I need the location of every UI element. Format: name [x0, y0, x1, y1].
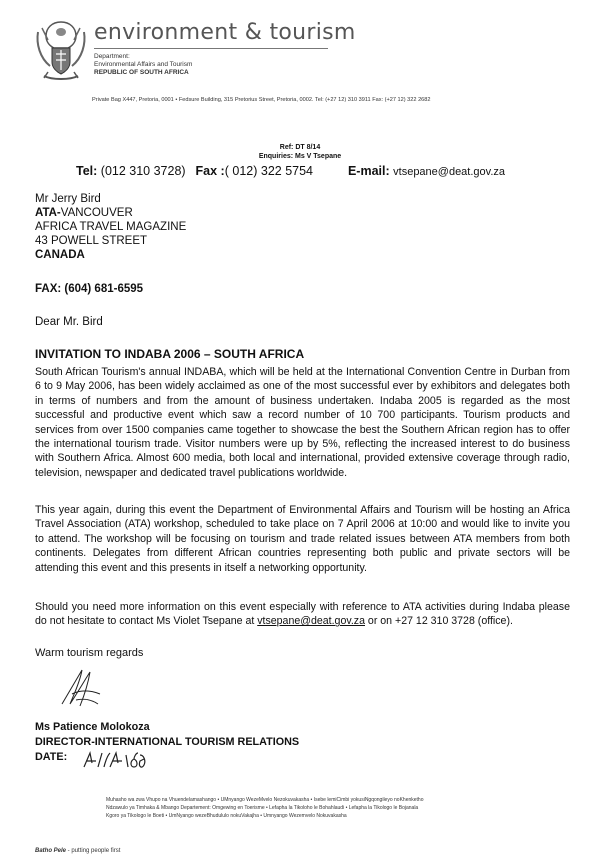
contact-line [76, 164, 505, 178]
recipient-street: 43 POWELL STREET [35, 235, 148, 247]
recipient-fax: FAX: (604) 681-6595 [35, 283, 144, 295]
body-paragraph-1: South African Tourism's annual INDABA, which will be held at the International Convention Centre in Durban from 6 to 9 May 2006, has been widely acclaimed as one of the most successful ever by exhibitors and delegates both in terms of numbers and from the amount of business undertaken. Indaba 2005 is regarded as the most successful and productive event which saw a record number of 10 700 participants. Tourism products and services from over 1500 companies came together to showcase the best the Southern African region has to offer the international tourism trade. Visitor numbers were up by 5%, reflecting the increased interest to do business with Southern Africa. Almost 600 media, both local and international, provided extensive coverage through radio, television, newspaper and dedicated travel publications worldwide. [35, 366, 570, 479]
recipient-magazine: AFRICA TRAVEL MAGAZINE [35, 221, 187, 233]
fax-label: Fax : [195, 164, 225, 178]
footer-motto: Batho Pele - putting people first [35, 848, 121, 854]
body-paragraph-3: Should you need more information on this event especially with reference to ATA activities during Indaba please do not hesitate to contact Ms Violet Tsepane at vtsepane@deat.gov.za or on +27 12 310 3728 (office). [35, 601, 570, 628]
coat-of-arms-icon [32, 18, 90, 84]
closing-remark: Warm tourism regards [35, 647, 144, 659]
letterhead-address: Private Bag X447, Pretoria, 0001 • Fedsure Building, 315 Pretorius Street, Pretoria, 0002. Tel: (+27 12) 310 3911 Fax: (+27 12) 322 2682 [92, 97, 431, 103]
fax-value: ( 012) 322 5754 [224, 164, 313, 178]
email-label: E-mail: [347, 164, 390, 178]
footer-languages-2: Ndzawulo ya Timhaka & Mbango Departement: Omgewing en Toerisme • Lefapha la Tikoloho le Bohahlaudi • Lefapha la Tikologo le Bojanala [106, 805, 419, 811]
department-full-name: Environmental Affairs and Tourism [94, 61, 193, 68]
date-label: DATE: [35, 751, 68, 763]
enquiries-line: Enquiries: Ms V Tsepane [258, 153, 342, 160]
body-paragraph-2: This year again, during this event the Department of Environmental Affairs and Tourism will be hosting an Africa Travel Association (ATA) workshop, scheduled to take place on 7 April 2006 at 10:00 and would like to invite you to attend. The workshop will be focusing on tourism and trade related issues between ATA members from both continents. Delegates from different African countries representing both public and private sectors will be attending this event and this presents in itself a networking opportunity. [35, 504, 570, 574]
reference-number: Ref: DT 8/14 [279, 144, 321, 151]
department-label: Department: [94, 53, 130, 60]
department-name: environment & tourism [94, 20, 356, 45]
footer-languages-3: Kgoro ya Tikologo le Boeti • UmNyango wezeBhudululo nokuVakajha • Umnyango Wezemvelo Nokuvakasha [106, 813, 347, 819]
handwritten-date [80, 749, 148, 771]
recipient-organisation [35, 206, 133, 220]
motto-emphasis: Batho Pele [35, 848, 67, 854]
recipient-country: CANADA [35, 249, 85, 261]
tel-value: (012 310 3728) [100, 164, 186, 178]
footer-languages-1: Muhasho wa zwa Vhupo na Vhuendelamashango • UMnyango WezeMvelo Nezokuvakasha • Isebe lemiCimbi yokusiNgqongileyo noKhenketho [106, 797, 424, 803]
signatory-title: DIRECTOR-INTERNATIONAL TOURISM RELATIONS [35, 736, 300, 748]
signatory-name: Ms Patience Molokoza [35, 721, 150, 733]
salutation: Dear Mr. Bird [35, 316, 103, 328]
email-value: vtsepane@deat.gov.za [393, 166, 506, 178]
handwritten-signature [58, 664, 106, 712]
recipient-name: Mr Jerry Bird [35, 193, 101, 205]
tel-label: Tel: [76, 164, 98, 178]
contact-email-link[interactable]: vtsepane@deat.gov.za [257, 615, 365, 628]
letterhead-divider [94, 48, 328, 49]
country-name: REPUBLIC OF SOUTH AFRICA [94, 69, 189, 76]
organisation-city: VANCOUVER [60, 207, 133, 219]
organisation-prefix: ATA- [35, 207, 61, 219]
letter-subject: INVITATION TO INDABA 2006 – SOUTH AFRICA [35, 347, 305, 361]
